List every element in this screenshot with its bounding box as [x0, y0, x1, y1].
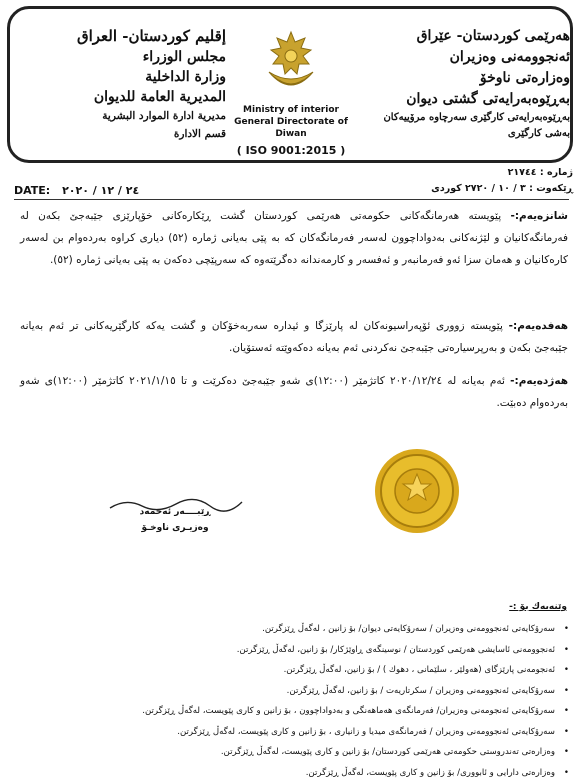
list-item: • وەزارەتی دارایی و ئابووری/ بۆ زانین و كاری پێویست، لەگەڵ ڕێزگرتن. [305, 767, 569, 778]
kurdish-sub-directorate: بەڕێوەبەرایەتی كارگێری سەرچاوە مرۆییەكان [383, 112, 570, 123]
arabic-sub-directorate: مديرية ادارة الموارد البشرية [102, 110, 226, 122]
kurdish-directorate: بەڕێوەبەرایەتی گشتی دیوان [406, 91, 570, 107]
header-divider [14, 199, 569, 200]
list-item: • سەرۆكایەتی ئەنجومەنی وەزیران/ فەرمانگەی هەماهەنگی و بەدواداچوون ، بۆ زانین و كاری پێویست، لەگەڵ ڕێزگرتن. [142, 706, 569, 716]
kurdish-ministry: وەزارەتی ناوخۆ [479, 70, 570, 86]
kurdish-council: ئەنجوومەنی وەزیران [449, 49, 570, 65]
arabic-letterhead [8, 26, 226, 143]
signatory-title: وەزیـری ناوخـۆ [141, 523, 209, 533]
copies-list [14, 619, 569, 783]
kurdistan-emblem-icon [259, 28, 323, 100]
arabic-section: قسم الادارة [173, 128, 226, 140]
list-item: • ئەنجوومەنی ئاسایشی هەرێمی كوردستان / نوسینگەی ڕاوێژكار/ بۆ زانین، لەگەڵ ڕێزگرتن. [236, 644, 569, 655]
paragraph-16 [20, 205, 568, 271]
paragraph-18-label: هەژدەیەم:- [510, 375, 568, 387]
reference-number: ژمارە : ٢١٧٤٤ [507, 167, 573, 178]
signatory-name: ڕێبــــەر ئەحمەد [139, 507, 211, 517]
paragraph-16-label: شانزەیەم:- [510, 210, 568, 222]
arabic-region: إقليم كوردستان- العراق [76, 27, 226, 45]
paragraph-16-text: پێویستە هەرمانگەكانی حكومەتی هەرێمی كوردستان گشت ڕێكارەكانی خۆپارێزی جێبەجێ بكەن لە فەرمانگەكانیان و لێژنەكانی بەدواداچوون لەسەر فەرمانگەكان كە بە پێی بەیانی ژمارە (٥٢) دیاری كراوە بەردەوام بن لەسەر كارەكانیان و هەمان سزا ئەو فەرمانبەر و ئەفسەر و كارمەندانە دەگرێتەوە كە سەرپێچی دەكەن بە پێی بەیانی ژمارە (٥٢). [20, 210, 568, 266]
arabic-directorate: المديرية العامة للديوان [93, 89, 226, 105]
arabic-ministry: وزارة الداخلية [145, 69, 226, 85]
ministry-seal-icon [373, 446, 461, 536]
list-item: • سەرۆكایەتی ئەنجوومەنی وەزیران / فەرمانگەی میدیا و زانیاری ، بۆ زانین و كاری پێویست، لەگەڵ ڕێزگرتن. [177, 726, 569, 737]
paragraph-17-text: پێویستە زووری ئۆپەراسیونەكان لە پارێزگا و ئیدارە سەربەخۆكان و گشت یەكە كارگێریەكانی تر ئەم بەیانە جێبەجێ بكەن و بەرپرسیارەتی جێبەجێ نەكردنی ئەم بەیانە دەكەوێتە ئەستۆیان. [20, 320, 568, 354]
center-emblem-block [226, 28, 356, 157]
paragraph-18 [20, 370, 568, 414]
date-line [14, 184, 139, 197]
arabic-council: مجلس الوزراء [142, 49, 226, 65]
kurdish-letterhead [354, 26, 570, 142]
kurdish-region: هەرێمی كوردستان- عێراق [416, 28, 570, 44]
iso-label: ( ISO 9001:2015 ) [236, 144, 346, 157]
paragraph-18-text: ئەم بەیانە لە ٢٠٢٠/١٢/٢٤ كاتژمێر (١٢:٠٠)ی شەو جێبەجێ دەكرێت و تا ٢٠٢١/١/١٥ كاتژمێر (١٢:٠٠)ی شەو بەردەوام دەبێت. [20, 375, 568, 409]
signature-block [100, 507, 250, 533]
list-item: • وەزارەتی تەندروستی حكومەتی هەرێمی كوردستان/ بۆ زانین و كاری پێویست، لەگەڵ ڕێزگرتن. [220, 747, 569, 757]
paragraph-17 [20, 315, 568, 359]
kurdish-section: بەشی كارگێری [507, 128, 570, 139]
list-item: • سەرۆكایەتی ئەنجوومەنی وەزیران / سەرۆكایەتی دیوان/ بۆ زانین ، لەگەڵ ڕێزگرتن. [262, 624, 569, 634]
paragraph-17-label: هەفدەیەم:- [508, 320, 568, 332]
date-value: ٢٤ / ١٢ / ٢٠٢٠ [62, 184, 140, 197]
list-item: • سەرۆكایەتی ئەنجوومەنی وەزیران / سكرتاریەت / بۆ زانین، لەگەڵ ڕێزگرتن. [286, 685, 569, 696]
english-directorate: General Directorate of Diwan [234, 117, 348, 139]
english-ministry: Ministry of interior [243, 105, 339, 115]
copies-heading: وێنەیەك بۆ :- [509, 602, 567, 612]
list-item: • ئەنجومەنی پارێزگای (هەولێر ، سلێمانی ، دهوك ) / بۆ زانین، لەگەڵ ڕێزگرتن. [283, 665, 569, 675]
date-label: DATE: [14, 184, 51, 197]
reference-kurdish-date: ڕێکەوت : ٣ / ١٠ / ٢٧٢٠ كوردى [431, 183, 573, 194]
